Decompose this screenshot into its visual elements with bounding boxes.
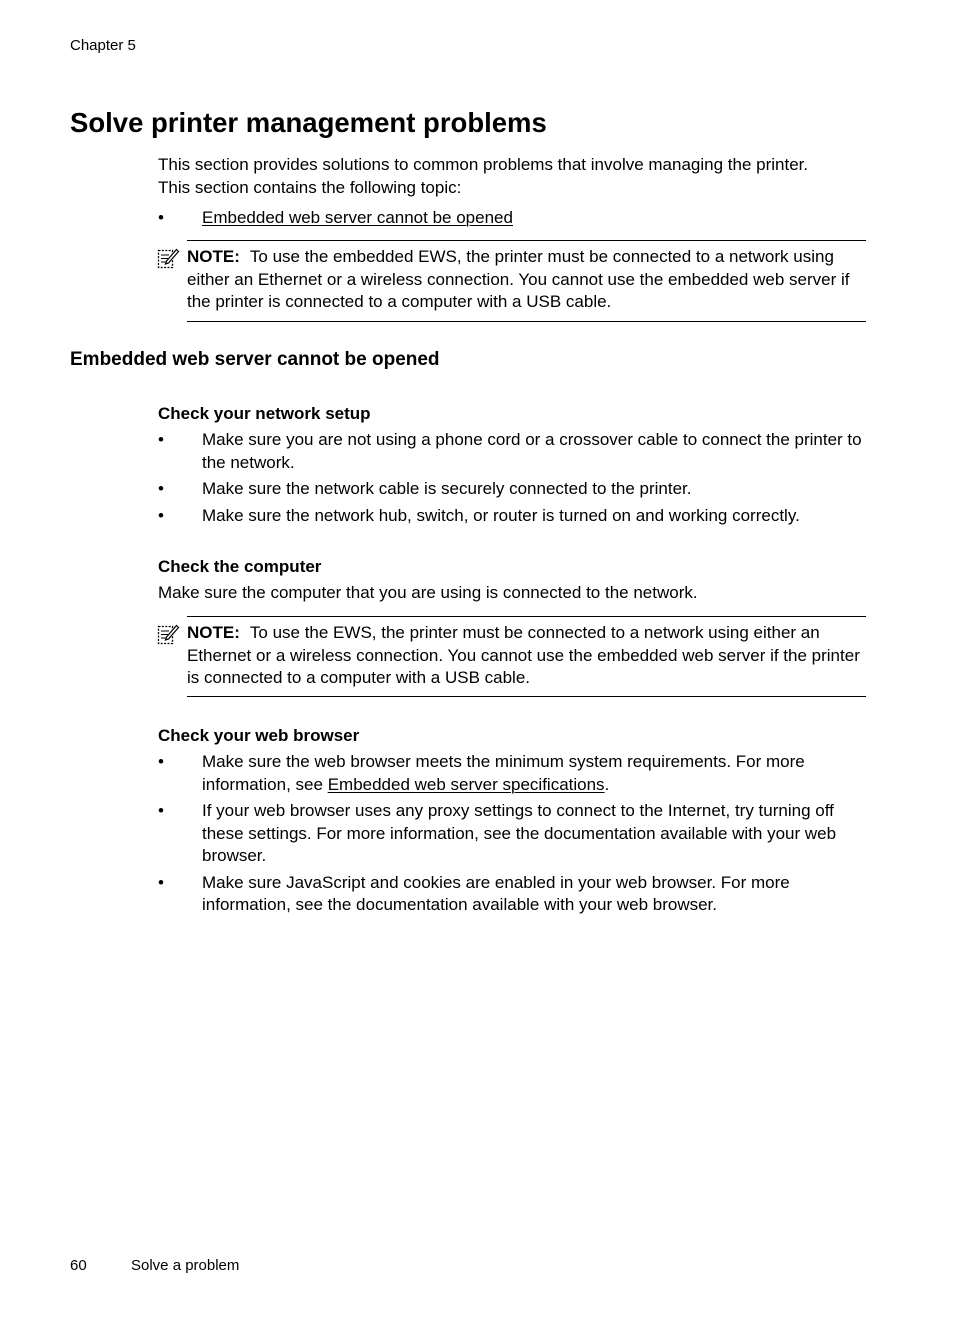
note-pencil-icon	[156, 247, 180, 271]
list-item-text-part: Make sure the web browser meets the minimum system requirements. For more information, see	[202, 752, 805, 794]
note-pencil-icon	[156, 623, 180, 647]
subheading-browser: Check your web browser	[158, 726, 360, 745]
bullet-icon: •	[158, 479, 164, 498]
ews-specifications-link[interactable]: Embedded web server specifications	[327, 774, 605, 794]
list-item-text: Make sure the network hub, switch, or router is turned on and working correctly.	[202, 505, 800, 525]
bullet-icon: •	[158, 208, 164, 227]
note-text	[187, 622, 866, 690]
note-top-rule	[187, 240, 866, 241]
bullet-icon: •	[158, 872, 164, 892]
intro-line-2: This section contains the following topic:	[158, 177, 462, 197]
list-item-text: Make sure you are not using a phone cord or a crossover cable to connect the printer to the network.	[202, 430, 862, 472]
list-item-text: If your web browser uses any proxy settings to connect to the Internet, try turning off these settings. For more information, see the documentation available with your web browser.	[202, 801, 837, 865]
list-item-text: Make sure JavaScript and cookies are enabled in your web browser. For more information, see the documentation available with your web browser.	[202, 872, 790, 914]
list-item-text-part: .	[604, 774, 610, 794]
footer-section: Solve a problem	[131, 1257, 240, 1274]
page-title: Solve printer management problems	[70, 107, 547, 138]
intro-line-1: This section provides solutions to common problems that involve managing the printer.	[158, 155, 809, 174]
list-item-text: Make sure the network cable is securely connected to the printer.	[202, 479, 692, 498]
network-checklist	[158, 429, 868, 531]
topic-list	[158, 207, 878, 230]
note-label: NOTE:	[187, 247, 240, 266]
subheading-computer: Check the computer	[158, 557, 322, 576]
bullet-icon: •	[158, 801, 164, 820]
subheading-network: Check your network setup	[158, 404, 371, 423]
bullet-icon: •	[158, 430, 164, 449]
list-item	[158, 429, 868, 474]
list-item	[158, 872, 868, 917]
note-content: To use the embedded EWS, the printer must be connected to a network using either an Ethernet or a wireless connection. You cannot use the embedded web server if the printer is connected to a computer with a USB cable.	[187, 247, 850, 311]
list-item	[158, 505, 868, 528]
chapter-header: Chapter 5	[70, 37, 136, 54]
note-top-rule	[187, 616, 866, 617]
computer-text: Make sure the computer that you are using is connected to the network.	[158, 583, 698, 602]
bullet-icon: •	[158, 752, 164, 771]
note-bottom-rule	[187, 696, 866, 697]
topic-link-ews[interactable]: Embedded web server cannot be opened	[202, 208, 513, 227]
note-text	[187, 246, 866, 314]
browser-checklist	[158, 751, 868, 921]
note-label: NOTE:	[187, 623, 240, 642]
list-item	[158, 478, 868, 501]
page-number: 60	[70, 1257, 87, 1274]
intro-paragraph	[158, 154, 878, 199]
note-content: To use the EWS, the printer must be connected to a network using either an Ethernet or a wireless connection. You cannot use the embedded web server if the printer is connected to a computer with a USB cable.	[187, 623, 860, 687]
list-item	[158, 800, 868, 868]
bullet-icon: •	[158, 505, 164, 525]
section-heading: Embedded web server cannot be opened	[70, 349, 440, 370]
note-box	[156, 240, 866, 322]
note-box	[156, 616, 866, 698]
list-item	[158, 751, 868, 796]
list-item-text	[202, 751, 868, 796]
list-item	[158, 207, 878, 230]
note-bottom-rule	[187, 321, 866, 322]
